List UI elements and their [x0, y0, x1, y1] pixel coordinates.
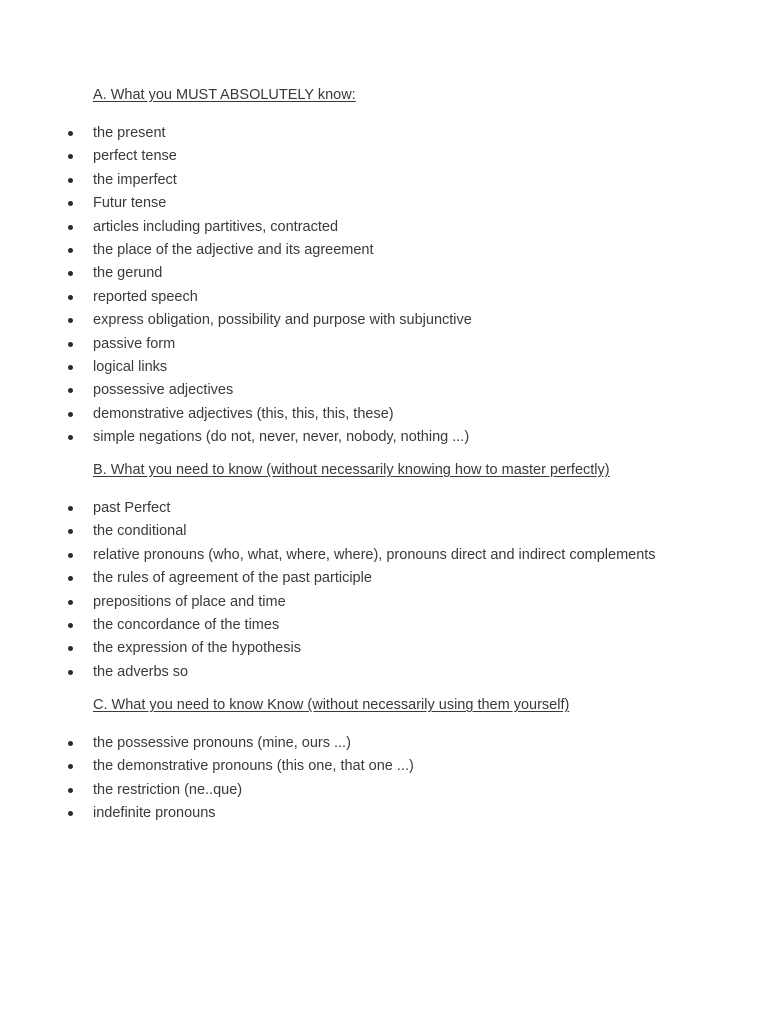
list-item: the expression of the hypothesis [0, 639, 768, 662]
list-item: the restriction (ne..que) [0, 781, 768, 804]
bullet-icon [68, 506, 73, 511]
bullet-icon [68, 318, 73, 323]
section-a-list [0, 124, 768, 451]
section-a-heading: A. What you MUST ABSOLUTELY know: [93, 87, 356, 103]
bullet-icon [68, 600, 73, 605]
bullet-icon [68, 388, 73, 393]
bullet-icon [68, 178, 73, 183]
list-item: demonstrative adjectives (this, this, this, these) [0, 405, 768, 428]
bullet-icon [68, 154, 73, 159]
bullet-icon [68, 529, 73, 534]
bullet-icon [68, 670, 73, 675]
bullet-icon [68, 131, 73, 136]
list-item: the demonstrative pronouns (this one, that one ...) [0, 757, 768, 780]
list-item: past Perfect [0, 499, 768, 522]
list-item: articles including partitives, contracted [0, 218, 768, 241]
bullet-icon [68, 365, 73, 370]
list-item: logical links [0, 358, 768, 381]
section-c-list [0, 734, 768, 828]
bullet-icon [68, 788, 73, 793]
bullet-icon [68, 811, 73, 816]
list-item: indefinite pronouns [0, 804, 768, 827]
list-item: the conditional [0, 522, 768, 545]
list-item: relative pronouns (who, what, where, where), pronouns direct and indirect complements [0, 546, 768, 569]
bullet-icon [68, 248, 73, 253]
section-b-heading: B. What you need to know (without necessarily knowing how to master perfectly) [93, 462, 610, 478]
list-item: the imperfect [0, 171, 768, 194]
bullet-icon [68, 225, 73, 230]
list-item: the concordance of the times [0, 616, 768, 639]
list-item: the rules of agreement of the past participle [0, 569, 768, 592]
list-item: simple negations (do not, never, never, nobody, nothing ...) [0, 428, 768, 451]
bullet-icon [68, 412, 73, 417]
bullet-icon [68, 295, 73, 300]
bullet-icon [68, 576, 73, 581]
bullet-icon [68, 741, 73, 746]
list-item: passive form [0, 335, 768, 358]
bullet-icon [68, 201, 73, 206]
section-c-heading: C. What you need to know Know (without necessarily using them yourself) [93, 697, 570, 713]
list-item: the possessive pronouns (mine, ours ...) [0, 734, 768, 757]
section-b-list [0, 499, 768, 686]
list-item: the gerund [0, 264, 768, 287]
bullet-icon [68, 271, 73, 276]
bullet-icon [68, 646, 73, 651]
bullet-icon [68, 435, 73, 440]
list-item: perfect tense [0, 147, 768, 170]
list-item: the place of the adjective and its agreement [0, 241, 768, 264]
bullet-icon [68, 342, 73, 347]
list-item: prepositions of place and time [0, 593, 768, 616]
list-item: the present [0, 124, 768, 147]
bullet-icon [68, 764, 73, 769]
bullet-icon [68, 553, 73, 558]
list-item: possessive adjectives [0, 381, 768, 404]
list-item: express obligation, possibility and purpose with subjunctive [0, 311, 768, 334]
list-item: reported speech [0, 288, 768, 311]
list-item: the adverbs so [0, 663, 768, 686]
bullet-icon [68, 623, 73, 628]
list-item: Futur tense [0, 194, 768, 217]
